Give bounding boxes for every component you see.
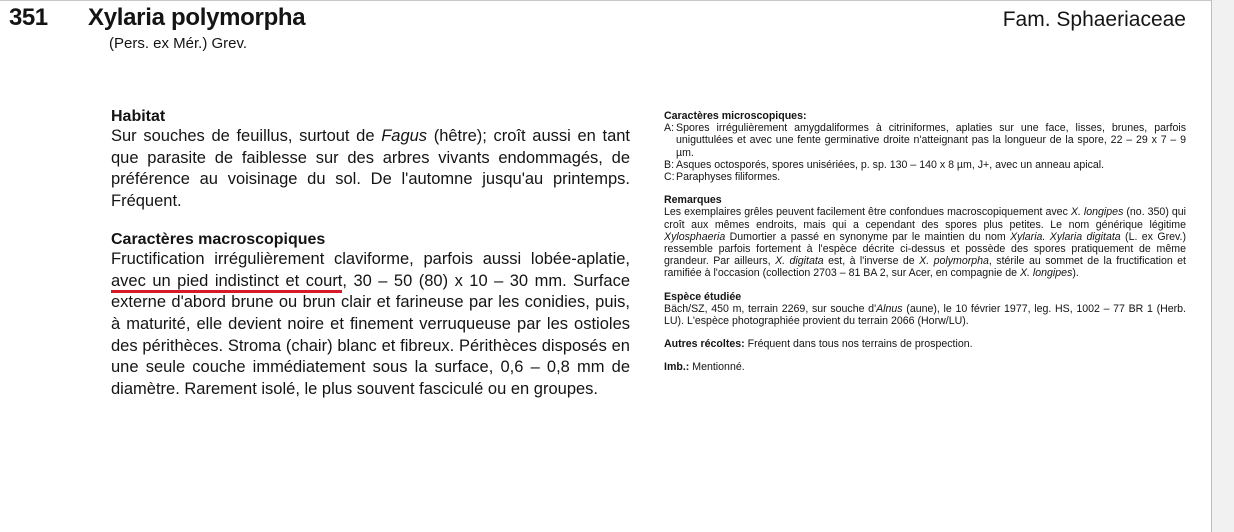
- right-column: [664, 110, 1186, 374]
- espece-part: Bäch/SZ, 450 m, terrain 2269, sur souche d': [664, 302, 877, 315]
- micro-item-key: C:: [664, 171, 675, 184]
- habitat-text-part: (hêtre); croît aussi en tant que parasite de faiblesse sur des arbres vivants endommagés, de préférence au voisinage du sol. De l'automne jusqu'au printemps. Fréquent.: [111, 127, 631, 211]
- species-title: Xylaria polymorpha: [88, 4, 306, 31]
- species-ref: Xylaria. Xylaria digitata: [1010, 230, 1121, 243]
- entry-number: 351: [9, 4, 48, 31]
- species-ref: Xylosphaeria: [664, 230, 726, 243]
- macro-heading: Caractères macroscopiques: [111, 230, 326, 248]
- fagus-term: Fagus: [381, 127, 428, 145]
- species-ref: X. digitata: [775, 255, 824, 268]
- remarques-part: Dumortier a passé en synonyme par le maintien du nom: [725, 230, 1011, 243]
- micro-item: [664, 122, 1186, 159]
- habitat-heading: Habitat: [111, 108, 166, 125]
- micro-item: [664, 159, 1186, 171]
- autres-label: Autres récoltes:: [664, 338, 745, 351]
- remarques-part: (L. ex Grev.) ressemble parfois fortement à l'espèce décrite ci-dessus et possède des spores pratiquement de même grandeur. Par ailleurs,: [664, 230, 1186, 268]
- macro-text: [111, 249, 630, 401]
- remarques-heading: Remarques: [664, 194, 722, 207]
- remarques-text: [664, 206, 1186, 279]
- remarques-part: ).: [1072, 267, 1079, 280]
- micro-item-key: A:: [664, 122, 675, 135]
- micro-list: [664, 122, 1186, 183]
- species-author: (Pers. ex Mér.) Grev.: [109, 35, 248, 52]
- imb-text: Mentionné.: [689, 361, 745, 374]
- left-column: [111, 107, 630, 401]
- micro-item-text: Paraphyses filiformes.: [676, 171, 781, 184]
- micro-item-text: Asques octosporés, spores unisériées, p. sp. 130 – 140 x 8 µm, J+, avec un anneau apical.: [676, 158, 1105, 171]
- family-name: Fam. Sphaeriaceae: [1002, 8, 1186, 31]
- species-ref: X. longipes: [1070, 206, 1124, 219]
- vertical-scrollbar[interactable]: [1212, 0, 1234, 532]
- species-ref: Alnus: [876, 302, 903, 315]
- habitat-text: [111, 126, 630, 213]
- espece-text: [664, 303, 1186, 327]
- imb-line: [664, 361, 1186, 373]
- autres-text: Fréquent dans tous nos terrains de prospection.: [744, 338, 973, 351]
- macro-text-part: , 30 – 50 (80) x 10 – 30 mm. Surface externe d'abord brune ou brun clair et farineuse par les conidies, puis, à maturité, elle devient noire et finement verruqueuse par les ostioles des périthèces. Stroma (chair) blanc et fibreux. Périthèces disposés en une seule couche immédiatement sous la surface, 0,6 – 0,8 mm de diamètre. Rarement isolé, le plus souvent fasciculé ou en groupes.: [111, 271, 630, 399]
- autres-recoltes: [664, 338, 1186, 350]
- remarques-part: , stérile au sommet de la fructification et ramifiée à l'occasion (collection 2703 – 81 BA 2, sur Acer, en compagnie de: [664, 255, 1186, 280]
- page-top-border: [0, 0, 1212, 1]
- micro-item-key: B:: [664, 158, 675, 171]
- macro-text-part: Fructification irrégulièrement claviforme, parfois aussi lobée-aplatie,: [111, 249, 630, 268]
- remarques-part: (no. 350) qui croît aux mêmes endroits, mais qui a cependant des spores plus petites. Le nom générique légitime: [664, 206, 1186, 231]
- species-ref: X. longipes: [1019, 267, 1073, 280]
- remarques-part: Les exemplaires grêles peuvent facilement être confondues macroscopiquement avec: [664, 206, 1071, 219]
- micro-heading: Caractères microscopiques:: [664, 110, 807, 122]
- imb-label: Imb.:: [664, 361, 690, 374]
- micro-item: [664, 171, 1186, 183]
- underlined-phrase: avec un pied indistinct et court: [111, 272, 342, 293]
- espece-part: (aune), le 10 février 1977, leg. HS, 1002 – 77 BR 1 (Herb. LU). L'espèce photographiée provient du terrain 2066 (Horw/LU).: [664, 302, 1187, 328]
- micro-item-text: Spores irrégulièrement amygdaliformes à citriniformes, aplaties sur une face, lisses, brunes, parfois uniguttulées et avec une fente germinative droite n'atteignant pas la longueur de la spore, 22 – 29 x 7 – 9 µm.: [676, 122, 1186, 159]
- remarques-part: est, à l'inverse de: [823, 255, 920, 268]
- espece-heading: Espèce étudiée: [664, 290, 742, 303]
- species-ref: X. polymorpha: [919, 255, 989, 268]
- habitat-text-part: Sur souches de feuillus, surtout de: [111, 127, 382, 145]
